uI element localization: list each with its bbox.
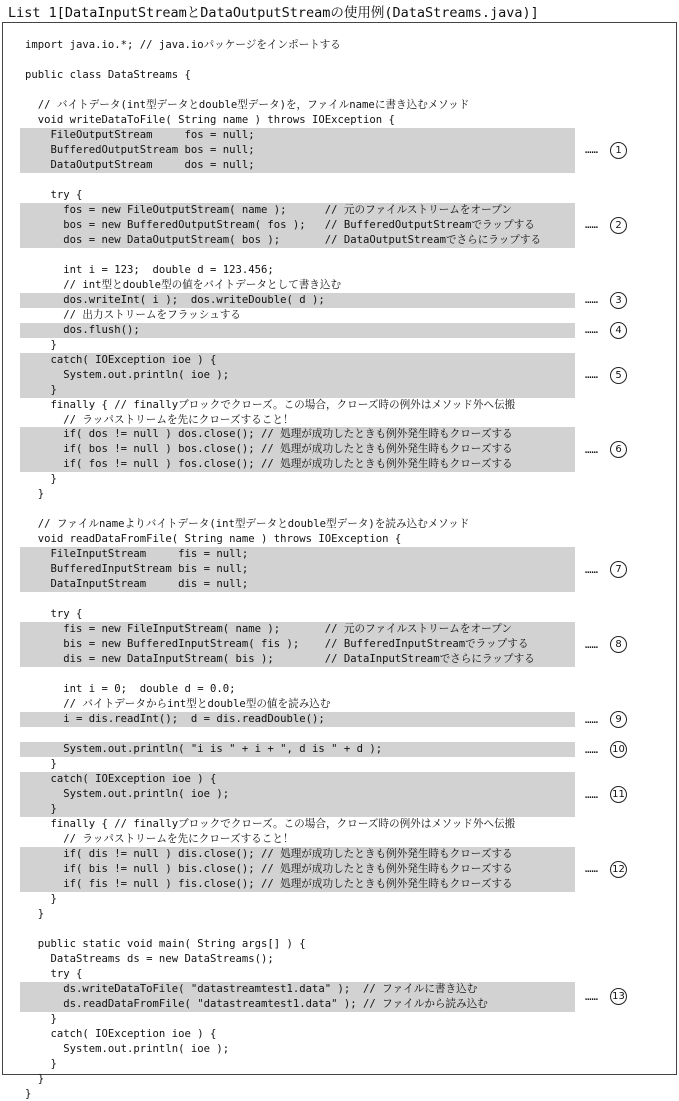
callout-number: 2 <box>610 217 627 234</box>
code-line: dos.flush(); <box>25 323 140 336</box>
code-line: } <box>25 758 57 771</box>
code-line: finally { // finallyブロックでクローズ。この場合，クローズ時の例外はメソッド外へ伝搬 <box>25 398 516 411</box>
code-line: dis = new DataInputStream( bis ); // DataInputStreamでさらにラップする <box>25 653 535 666</box>
code-line: BufferedOutputStream bos = null; <box>25 143 255 156</box>
callout-dots: …… <box>585 293 599 307</box>
code-line: System.out.println( ioe ); <box>25 368 230 381</box>
code-line: } <box>25 1087 32 1100</box>
callout-dots: …… <box>585 742 599 756</box>
code-listing <box>2 22 677 1100</box>
code-line: if( fis != null ) fis.close(); // 処理が成功したときも例外発生時もクローズする <box>25 877 513 890</box>
callout-dots: …… <box>585 712 599 726</box>
code-line: // ラッパストリームを先にクローズすること！ <box>25 832 294 845</box>
callout-dots: …… <box>585 637 599 651</box>
listing-title: List 1[DataInputStreamとDataOutputStreamの使用例(DataStreams.java)] <box>8 5 539 21</box>
code-line: } <box>25 892 57 905</box>
callout-dots: …… <box>585 989 599 1003</box>
callout-dots: …… <box>585 787 599 801</box>
code-line: FileInputStream fis = null; <box>25 548 249 561</box>
code-line: if( bis != null ) bis.close(); // 処理が成功したときも例外発生時もクローズする <box>25 862 513 875</box>
code-line: // int型とdouble型の値をバイトデータとして書き込む <box>25 278 342 291</box>
code-line: FileOutputStream fos = null; <box>25 128 255 141</box>
code-line: if( dos != null ) dos.close(); // 処理が成功したときも例外発生時もクローズする <box>25 428 513 441</box>
callout-number: 12 <box>610 861 627 878</box>
callout-number: 7 <box>610 561 627 578</box>
callout-number: 4 <box>610 322 627 339</box>
code-line: } <box>25 1057 57 1070</box>
callout-marker <box>585 322 627 339</box>
code-line: DataStreams ds = new DataStreams(); <box>25 952 274 965</box>
code-line: public static void main( String args[] ) { <box>25 937 306 950</box>
callout-dots: …… <box>585 143 599 157</box>
code-line: dos = new DataOutputStream( bos ); // DataOutputStreamでさらにラップする <box>25 233 542 246</box>
callout-marker <box>585 367 627 384</box>
callout-marker <box>585 561 627 578</box>
code-line: } <box>25 383 57 396</box>
code-line: if( fos != null ) fos.close(); // 処理が成功したときも例外発生時もクローズする <box>25 458 513 471</box>
code-line: if( bos != null ) bos.close(); // 処理が成功したときも例外発生時もクローズする <box>25 443 513 456</box>
callout-dots: …… <box>585 368 599 382</box>
callout-number: 1 <box>610 142 627 159</box>
code-line: DataOutputStream dos = null; <box>25 158 255 171</box>
code-line: try { <box>25 188 83 201</box>
code-line: DataInputStream dis = null; <box>25 578 249 591</box>
callout-number: 6 <box>610 441 627 458</box>
code-line: public class DataStreams { <box>25 68 191 81</box>
code-line: } <box>25 802 57 815</box>
callout-marker <box>585 741 627 758</box>
callout-number: 11 <box>610 786 627 803</box>
callout-marker <box>585 711 627 728</box>
code-line: finally { // finallyブロックでクローズ。この場合，クローズ時の例外はメソッド外へ伝搬 <box>25 817 516 830</box>
callout-marker <box>585 441 627 458</box>
callout-marker <box>585 786 627 803</box>
code-line: // ラッパストリームを先にクローズすること！ <box>25 413 294 426</box>
callout-number: 9 <box>610 711 627 728</box>
code-line: void readDataFromFile( String name ) throws IOException { <box>25 533 402 546</box>
code-line: System.out.println( "i is " + i + ", d is " + d ); <box>25 743 383 756</box>
callout-marker <box>585 636 627 653</box>
code-line: catch( IOException ioe ) { <box>25 353 217 366</box>
code-line: System.out.println( ioe ); <box>25 788 230 800</box>
code-line: } <box>25 473 57 486</box>
code-line: catch( IOException ioe ) { <box>25 773 217 786</box>
code-line: ds.writeDataToFile( "datastreamtest1.data" ); // ファイルに書き込む <box>25 982 478 995</box>
code-line: // バイトデータからint型とdouble型の値を読み込む <box>25 698 331 711</box>
callout-number: 8 <box>610 636 627 653</box>
callout-number: 13 <box>610 988 627 1005</box>
code-line: // 出力ストリームをフラッシュする <box>25 308 241 321</box>
code-line: dos.writeInt( i ); dos.writeDouble( d ); <box>25 293 325 306</box>
code-line: } <box>25 907 45 920</box>
code-line: if( dis != null ) dis.close(); // 処理が成功したときも例外発生時もクローズする <box>25 847 513 860</box>
code-line: fos = new FileOutputStream( name ); // 元のファイルストリームをオープン <box>25 203 512 216</box>
callout-dots: …… <box>585 862 599 876</box>
code-line: bis = new BufferedInputStream( fis ); // BufferedInputStreamでラップする <box>25 638 529 651</box>
callout-number: 5 <box>610 367 627 384</box>
callout-marker <box>585 988 627 1005</box>
code-line: BufferedInputStream bis = null; <box>25 563 249 576</box>
code-line: try { <box>25 608 83 621</box>
callout-dots: …… <box>585 562 599 576</box>
code-line: int i = 0; double d = 0.0; <box>25 683 236 696</box>
code-line: // バイトデータ(int型データとdouble型データ)を，ファイルnameに書き込むメソッド <box>25 98 470 111</box>
callout-marker <box>585 292 627 309</box>
callout-number: 3 <box>610 292 627 309</box>
code-line: void writeDataToFile( String name ) throws IOException { <box>25 113 395 126</box>
code-line: } <box>25 338 57 351</box>
code-line: } <box>25 1012 57 1025</box>
callout-dots: …… <box>585 323 599 337</box>
callout-marker <box>585 142 627 159</box>
code-line: } <box>25 488 45 501</box>
callout-dots: …… <box>585 218 599 232</box>
code-line: // ファイルnameよりバイトデータ(int型データとdouble型データ)を読み込むメソッド <box>25 518 470 531</box>
code-line: bos = new BufferedOutputStream( fos ); // BufferedOutputStreamでラップする <box>25 218 535 231</box>
code-line: fis = new FileInputStream( name ); // 元のファイルストリームをオープン <box>25 623 512 636</box>
callout-marker <box>585 217 627 234</box>
code-line: i = dis.readInt(); d = dis.readDouble(); <box>25 713 325 726</box>
code-line: catch( IOException ioe ) { <box>25 1027 217 1040</box>
callout-dots: …… <box>585 442 599 456</box>
code-line: ds.readDataFromFile( "datastreamtest1.data" ); // ファイルから読み込む <box>25 997 488 1010</box>
code-line: } <box>25 1072 45 1085</box>
callout-marker <box>585 861 627 878</box>
code-line: System.out.println( ioe ); <box>25 1042 230 1055</box>
code-line: import java.io.*; // java.ioパッケージをインポートする <box>25 39 341 51</box>
code-line: int i = 123; double d = 123.456; <box>25 263 274 276</box>
callout-number: 10 <box>610 741 627 758</box>
code-line: try { <box>25 967 83 980</box>
